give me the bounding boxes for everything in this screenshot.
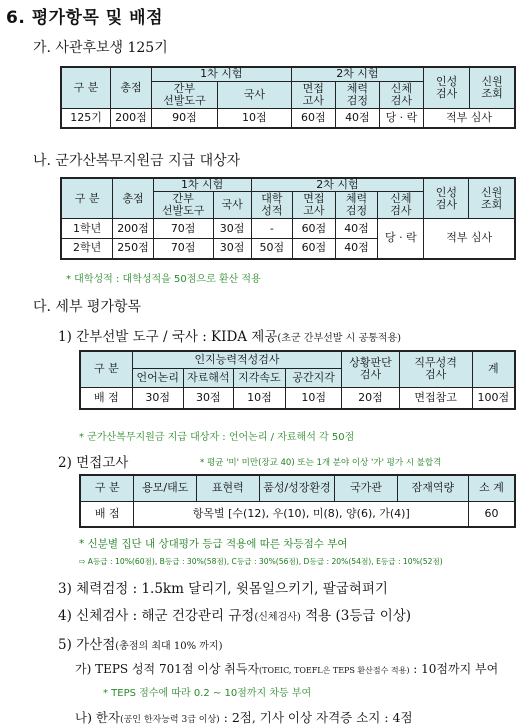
item5a-note: * TEPS 점수에 따라 0.2 ~ 10점까지 차등 부여 bbox=[103, 688, 312, 699]
cell-rest: 적부 심사 bbox=[424, 219, 515, 259]
header-background: 신원 조회 bbox=[470, 67, 515, 108]
item1-table bbox=[79, 350, 516, 410]
item2-note1: * 신분별 집단 내 상대평가 등급 적용에 따른 차등점수 부여 bbox=[79, 538, 348, 550]
cell-value: 100점 bbox=[472, 387, 515, 409]
item2-note2: ⇨ A등급 : 10%(60점), B등급 : 30%(58점), C등급 : 30%(56점), D등급 : 20%(54점), E등급 : 10%(52점) bbox=[79, 557, 443, 566]
cell-interview: 60점 bbox=[293, 219, 336, 239]
item4-main: 4) 신체검사 : 해군 건강관리 규정 bbox=[58, 608, 255, 624]
item4-tail: 적용 (3등급 이상) bbox=[300, 608, 412, 624]
cell-sum: 60 bbox=[469, 501, 515, 527]
header-gubun: 구 분 bbox=[80, 351, 132, 387]
header-total: 총점 bbox=[113, 178, 153, 219]
header-personality: 인성 검사 bbox=[423, 67, 469, 108]
header-background: 신원 조회 bbox=[469, 178, 515, 219]
header-personality: 인성 검사 bbox=[424, 178, 469, 219]
header-leader: 간부 선발도구 bbox=[153, 192, 213, 219]
cell-value: 10점 bbox=[233, 387, 285, 409]
item5b-tail: : 2점, 기사 이상 자격증 소지 : 4점 bbox=[219, 710, 413, 725]
header-sum: 계 bbox=[472, 351, 515, 387]
section-b-table bbox=[60, 177, 516, 260]
header-national: 국가관 bbox=[335, 475, 398, 501]
header-interview: 면접 고사 bbox=[293, 192, 336, 219]
cell-total: 250점 bbox=[113, 239, 153, 259]
cell-leader: 90점 bbox=[151, 108, 217, 128]
item5b-main: 나) 한자 bbox=[75, 710, 121, 725]
header-language: 언어논리 bbox=[132, 368, 183, 387]
cell-value: 30점 bbox=[183, 387, 233, 409]
cell-label: 배 점 bbox=[80, 501, 134, 527]
header-character: 품성/성장환경 bbox=[259, 475, 335, 501]
header-cognitive: 인지능력적성검사 bbox=[132, 351, 342, 368]
item1-heading bbox=[58, 325, 401, 345]
cell-body: 당 · 락 bbox=[378, 219, 424, 259]
item5-small: (총점의 최대 10% 까지) bbox=[115, 641, 223, 652]
cell-total: 200점 bbox=[113, 219, 153, 239]
cell-college: 50점 bbox=[251, 239, 292, 259]
header-second: 2차 시험 bbox=[291, 67, 423, 81]
cell-value: 30점 bbox=[132, 387, 183, 409]
header-college: 대학 성적 bbox=[251, 192, 292, 219]
header-potential: 잠재역량 bbox=[397, 475, 468, 501]
cell-value: 20점 bbox=[342, 387, 399, 409]
cell-value: 10점 bbox=[285, 387, 341, 409]
item1-heading-small: (초군 간부선발 시 공통적용) bbox=[277, 333, 402, 344]
header-body: 신체 검사 bbox=[378, 192, 424, 219]
cell-college: - bbox=[251, 219, 292, 239]
section-c-heading: 다. 세부 평가항목 bbox=[33, 299, 142, 315]
header-interview: 면접 고사 bbox=[291, 81, 335, 108]
item2-heading: 2) 면접고사 bbox=[58, 455, 129, 471]
header-total: 총점 bbox=[111, 67, 152, 108]
item5a-main: 가) TEPS 성적 701점 이상 취득자 bbox=[75, 662, 260, 676]
cell-gubun: 2학년 bbox=[61, 239, 113, 259]
cell-fitness: 40점 bbox=[335, 239, 378, 259]
item5a-small: (TOEIC, TOEFL은 TEPS 환산점수 적용) bbox=[259, 666, 410, 675]
item2-requirement: * 평균 '미' 미만(장교 40) 또는 1개 분야 이상 '가' 평가 시 불합격 bbox=[200, 458, 442, 468]
header-gubun: 구 분 bbox=[61, 178, 113, 219]
item2-table bbox=[79, 474, 516, 528]
header-body: 신체 검사 bbox=[379, 81, 423, 108]
cell-grade-scale: 항목별 [수(12), 우(10), 미(8), 양(6), 가(4)] bbox=[134, 501, 469, 527]
section-a-table bbox=[60, 66, 516, 129]
cell-rest: 적부 심사 bbox=[423, 108, 515, 128]
header-data: 자료해석 bbox=[183, 368, 233, 387]
section-b-note: * 대학성적 : 대학성적을 50점으로 환산 적용 bbox=[66, 274, 261, 285]
header-fitness: 체력 검정 bbox=[335, 81, 379, 108]
item1-note: * 군가산복무지원금 지급 대상자 : 언어논리 / 자료해석 각 50점 bbox=[79, 432, 355, 443]
header-appearance: 용모/태도 bbox=[134, 475, 197, 501]
header-expression: 표현력 bbox=[197, 475, 260, 501]
cell-interview: 60점 bbox=[293, 239, 336, 259]
cell-leader: 70점 bbox=[153, 219, 213, 239]
item5b-small: (공인 한자능력 3급 이상) bbox=[120, 715, 220, 725]
cell-body: 당 · 락 bbox=[379, 108, 423, 128]
item5b-heading bbox=[75, 708, 413, 726]
cell-korean: 10점 bbox=[217, 108, 291, 128]
item5-main: 5) 가산점 bbox=[58, 637, 116, 653]
header-fitness: 체력 검정 bbox=[335, 192, 378, 219]
cell-fitness: 40점 bbox=[335, 219, 378, 239]
item3-heading: 3) 체력검정 : 1.5km 달리기, 윗몸일으키기, 팔굽혀펴기 bbox=[58, 581, 388, 597]
cell-interview: 60점 bbox=[291, 108, 335, 128]
item4-heading bbox=[58, 604, 411, 624]
item5a-tail: : 10점까지 부여 bbox=[409, 662, 499, 676]
header-perception: 지각속도 bbox=[233, 368, 285, 387]
cell-korean: 30점 bbox=[213, 219, 251, 239]
item1-heading-main: 1) 간부선발 도구 / 국사 : KIDA 제공 bbox=[58, 329, 278, 345]
header-second: 2차 시험 bbox=[251, 178, 424, 192]
header-situational: 상황판단 검사 bbox=[342, 351, 399, 387]
header-job: 직무성격 검사 bbox=[399, 351, 472, 387]
cell-label: 배 점 bbox=[80, 387, 132, 409]
header-gubun: 구 분 bbox=[61, 67, 111, 108]
cell-leader: 70점 bbox=[153, 239, 213, 259]
cell-gubun: 125기 bbox=[61, 108, 111, 128]
cell-fitness: 40점 bbox=[335, 108, 379, 128]
section-a-heading: 가. 사관후보생 125기 bbox=[33, 40, 168, 56]
header-leader: 간부 선발도구 bbox=[151, 81, 217, 108]
section-title: 6. 평가항목 및 배점 bbox=[6, 8, 163, 28]
item4-small: (신체검사) bbox=[254, 612, 301, 623]
cell-value: 면접참고 bbox=[399, 387, 472, 409]
item5a-heading bbox=[75, 660, 498, 677]
header-first: 1차 시험 bbox=[151, 67, 291, 81]
header-first: 1차 시험 bbox=[153, 178, 251, 192]
header-korean: 국사 bbox=[217, 81, 291, 108]
item5-heading bbox=[58, 633, 222, 653]
cell-total: 200점 bbox=[111, 108, 152, 128]
cell-gubun: 1학년 bbox=[61, 219, 113, 239]
cell-korean: 30점 bbox=[213, 239, 251, 259]
header-subtotal: 소 계 bbox=[469, 475, 515, 501]
header-gubun: 구 분 bbox=[80, 475, 134, 501]
section-b-heading: 나. 군가산복무지원금 지급 대상자 bbox=[33, 153, 241, 169]
header-korean: 국사 bbox=[213, 192, 251, 219]
header-spatial: 공간지각 bbox=[285, 368, 341, 387]
